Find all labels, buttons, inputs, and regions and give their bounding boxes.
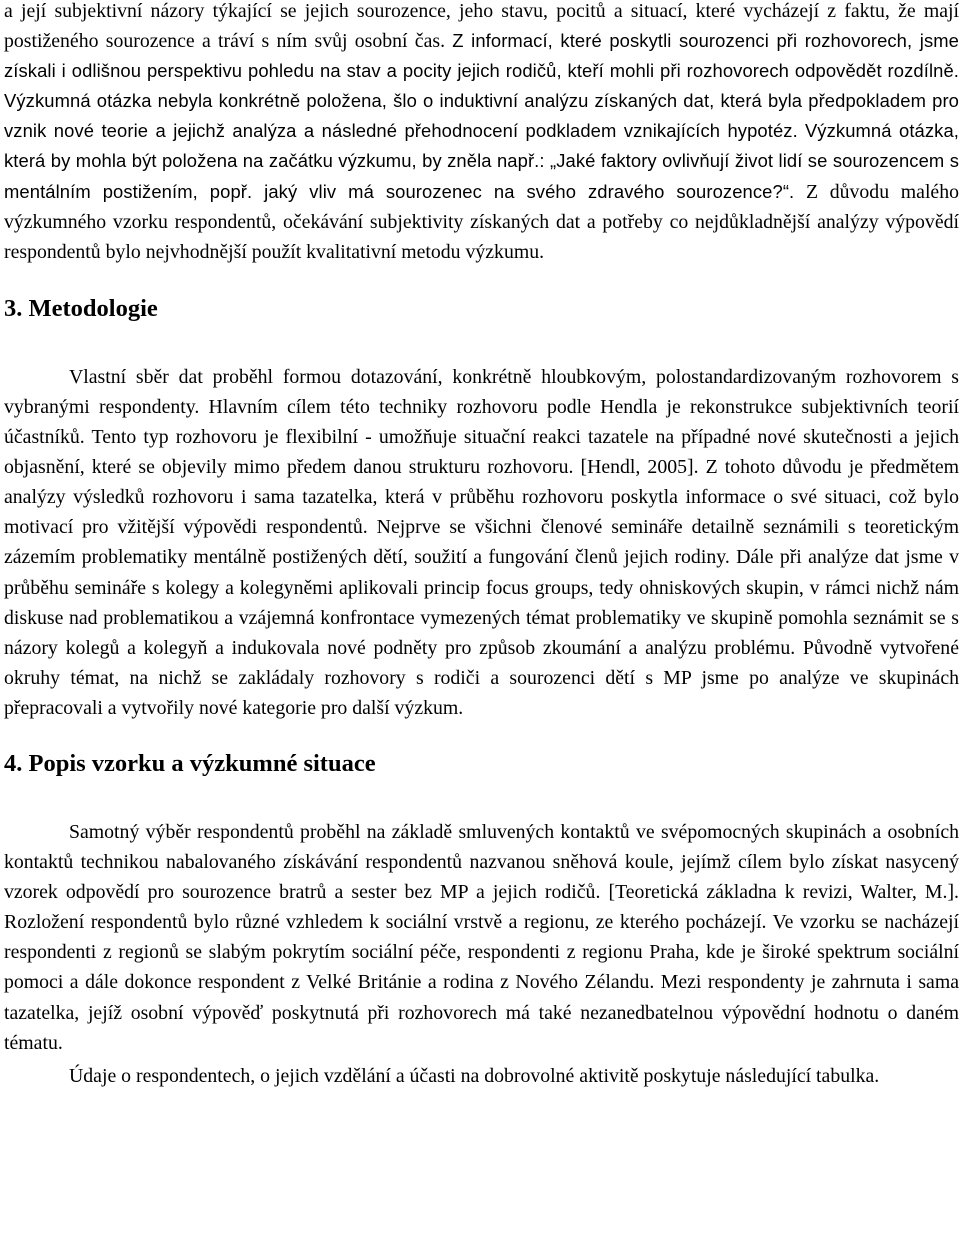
methodology-sentence-4: Z tohoto důvodu je předmětem analýzy výsledků rozhovoru i sama tazatelka, která v průběhu rozhovoru poskytla informace o své situaci, což bylo motivací pro vžitější výpovědi respondentů.	[4, 456, 959, 539]
sample-sentence-3: Ve vzorku se nacházejí respondenti z regionů se slabým pokrytím sociální péče, respondenti z regionu Praha, kde je široké spektrum sociální pomoci a dále dokonce respondent z Velké Británie a rodina z Nového Zélandu.	[4, 911, 959, 994]
sample-sentence-2: Rozložení respondentů bylo různé vzhledem k sociální vrstvě a regionu, ze kterého pocházejí.	[4, 911, 767, 934]
methodology-sentence-6: Dále při analýze dat jsme v průběhu semináře s kolegy a kolegyněmi aplikovali princip focus groups, tedy ohniskových skupin, v rámci nichž nám diskuse nad problematikou a vzájemná konfrontace vymezených témat problematiky ve skupině pomohla seznámit se s názory kolegů a kolegyň a indukovala nové podněty pro způsob zkoumání a analýzu problému.	[4, 546, 960, 659]
section-heading-sample: 4. Popis vzorku a výzkumné situace	[4, 749, 376, 777]
sample-paragraph-tail	[4, 1061, 959, 1091]
intro-sentence-1: a její subjektivní názory týkající se jejich sourozence, jeho stavu, pocitů a situací, které vycházejí z faktu, že mají postiženého sourozence a tráví s ním svůj osobní čas.	[4, 0, 959, 53]
sample-sentence-5: Údaje o respondentech, o jejich vzdělání a účasti na dobrovolné aktivitě poskytuje následující tabulka.	[69, 1064, 880, 1087]
intro-sentence-2: Z informací, které poskytli sourozenci při rozhovorech, jsme získali i odlišnou perspektivu pohledu na stav a pocity jejich rodičů, kteří mohli při rozhovorech odpovědět rozdílně.	[4, 30, 959, 82]
methodology-paragraph	[4, 362, 959, 723]
methodology-sentence-2: Hlavním cílem této techniky rozhovoru podle Hendla je rekonstrukce subjektivních teorií účastníků.	[4, 395, 960, 449]
methodology-sentence-1: Vlastní sběr dat proběhl formou dotazování, konkrétně hloubkovým, polostandardizovaným rozhovorem s vybranými respondenty.	[4, 365, 959, 418]
methodology-sentence-3: Tento typ rozhovoru je flexibilní - umožňuje situační reakci tazatele na případné nové skutečnosti a jejich objasnění, které se objevily mimo předem danou strukturu rozhovoru. [Hendl, 2005].	[4, 426, 959, 479]
section-heading-methodology: 3. Metodologie	[4, 294, 158, 322]
intro-sentence-3: Výzkumná otázka nebyla konkrétně položena, šlo o induktivní analýzu získaných dat, která byla předpokladem pro vznik nové teorie a jejichž analýza a následné přehodnocení podkladem vznikajících hypotéz.	[4, 90, 959, 142]
sample-sentence-4: Mezi respondenty je zahrnuta i sama tazatelka, jejíž osobní výpověď poskytnutá při rozhovorech má také nezanedbatelnou výpovědní hodnotu o daném tématu.	[4, 971, 959, 1054]
intro-sentence-4: Výzkumná otázka, která by mohla být položena na začátku výzkumu, by zněla např.: „Jaké faktory ovlivňují život lidí se sourozencem s mentálním postižením, popř. jaký vliv má sourozenec na svého zdravého sourozence?“.	[4, 120, 959, 202]
methodology-sentence-5: Nejprve se všichni členové semináře detailně seznámili s teoretickým zázemím problematiky mentálně postižených dětí, soužití a fungování členů jejich rodiny.	[4, 516, 959, 569]
sample-paragraph	[4, 817, 959, 1058]
intro-paragraph	[4, 0, 959, 267]
intro-sentence-5: Z důvodu malého výzkumného vzorku respondentů, očekávání subjektivity získaných dat a potřeby co nejdůkladnější analýzy výpovědí respondentů bylo nejvhodnější použít kvalitativní metodu výzkumu.	[4, 180, 959, 263]
document-page	[4, 0, 959, 1091]
methodology-sentence-7: Původně vytvořené okruhy témat, na nichž se zakládaly rozhovory s rodiči a sourozenci dětí s MP jsme po analýze ve skupinách přepracovali a vytvořily nové kategorie pro další výzkum.	[4, 636, 959, 719]
sample-sentence-1: Samotný výběr respondentů proběhl na základě smluvených kontaktů ve svépomocných skupinách a osobních kontaktů technikou nabalovaného získávání respondentů nazvanou sněhová koule, jejímž cílem bylo získat nasycený vzorek odpovědí pro sourozence bratrů a sester bez MP a jejich rodičů. [Teoretická základna k revizi, Walter, M.].	[4, 820, 959, 904]
